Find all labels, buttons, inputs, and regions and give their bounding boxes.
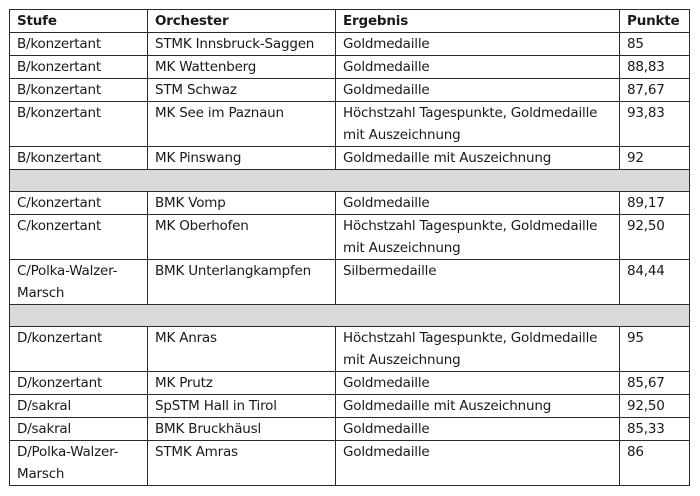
cell-orchester: BMK Bruckhäusl <box>148 418 336 441</box>
results-table <box>9 9 690 486</box>
table-row <box>10 327 690 372</box>
table-row <box>10 56 690 79</box>
cell-ergebnis: Goldmedaille <box>336 33 620 56</box>
table-row <box>10 79 690 102</box>
header-orchester: Orchester <box>148 10 336 33</box>
cell-orchester: BMK Vomp <box>148 192 336 215</box>
cell-punkte: 92 <box>620 147 690 170</box>
cell-stufe: C/konzertant <box>10 215 148 260</box>
cell-punkte: 84,44 <box>620 260 690 305</box>
cell-punkte: 92,50 <box>620 215 690 260</box>
table-row <box>10 215 690 260</box>
cell-ergebnis: Goldmedaille mit Auszeichnung <box>336 395 620 418</box>
cell-stufe: B/konzertant <box>10 33 148 56</box>
table-row <box>10 147 690 170</box>
cell-punkte: 92,50 <box>620 395 690 418</box>
cell-orchester: SpSTM Hall in Tirol <box>148 395 336 418</box>
cell-stufe: D/konzertant <box>10 327 148 372</box>
cell-punkte: 95 <box>620 327 690 372</box>
cell-punkte: 88,83 <box>620 56 690 79</box>
cell-stufe: B/konzertant <box>10 56 148 79</box>
cell-punkte: 87,67 <box>620 79 690 102</box>
cell-ergebnis: Höchstzahl Tagespunkte, Goldmedaille mit Auszeichnung <box>336 102 620 147</box>
cell-ergebnis: Goldmedaille mit Auszeichnung <box>336 147 620 170</box>
table-row <box>10 192 690 215</box>
cell-orchester: BMK Unterlangkampfen <box>148 260 336 305</box>
cell-orchester: MK Anras <box>148 327 336 372</box>
cell-orchester: MK Prutz <box>148 372 336 395</box>
cell-stufe: D/sakral <box>10 395 148 418</box>
cell-stufe: B/konzertant <box>10 102 148 147</box>
header-stufe: Stufe <box>10 10 148 33</box>
table-row <box>10 441 690 486</box>
cell-punkte: 85,33 <box>620 418 690 441</box>
cell-orchester: MK See im Paznaun <box>148 102 336 147</box>
cell-ergebnis: Goldmedaille <box>336 79 620 102</box>
table-row <box>10 418 690 441</box>
header-ergebnis: Ergebnis <box>336 10 620 33</box>
cell-ergebnis: Goldmedaille <box>336 441 620 486</box>
table-row <box>10 260 690 305</box>
cell-stufe: C/Polka-Walzer-Marsch <box>10 260 148 305</box>
cell-ergebnis: Goldmedaille <box>336 56 620 79</box>
group-separator-row <box>10 305 690 327</box>
cell-ergebnis: Goldmedaille <box>336 372 620 395</box>
cell-ergebnis: Goldmedaille <box>336 418 620 441</box>
cell-stufe: D/Polka-Walzer-Marsch <box>10 441 148 486</box>
cell-ergebnis: Höchstzahl Tagespunkte, Goldmedaille mit Auszeichnung <box>336 327 620 372</box>
cell-stufe: B/konzertant <box>10 79 148 102</box>
cell-ergebnis: Höchstzahl Tagespunkte, Goldmedaille mit Auszeichnung <box>336 215 620 260</box>
cell-orchester: MK Pinswang <box>148 147 336 170</box>
cell-ergebnis: Goldmedaille <box>336 192 620 215</box>
group-separator-row <box>10 170 690 192</box>
cell-orchester: MK Wattenberg <box>148 56 336 79</box>
cell-punkte: 93,83 <box>620 102 690 147</box>
table-row <box>10 33 690 56</box>
cell-ergebnis: Silbermedaille <box>336 260 620 305</box>
cell-punkte: 86 <box>620 441 690 486</box>
header-punkte: Punkte <box>620 10 690 33</box>
separator-cell <box>10 170 690 192</box>
cell-punkte: 85,67 <box>620 372 690 395</box>
cell-stufe: C/konzertant <box>10 192 148 215</box>
cell-punkte: 89,17 <box>620 192 690 215</box>
cell-stufe: D/konzertant <box>10 372 148 395</box>
table-row <box>10 372 690 395</box>
cell-orchester: STM Schwaz <box>148 79 336 102</box>
header-row <box>10 10 690 33</box>
table-row <box>10 395 690 418</box>
cell-punkte: 85 <box>620 33 690 56</box>
separator-cell <box>10 305 690 327</box>
cell-orchester: STMK Amras <box>148 441 336 486</box>
cell-stufe: B/konzertant <box>10 147 148 170</box>
cell-stufe: D/sakral <box>10 418 148 441</box>
table-row <box>10 102 690 147</box>
cell-orchester: MK Oberhofen <box>148 215 336 260</box>
cell-orchester: STMK Innsbruck-Saggen <box>148 33 336 56</box>
